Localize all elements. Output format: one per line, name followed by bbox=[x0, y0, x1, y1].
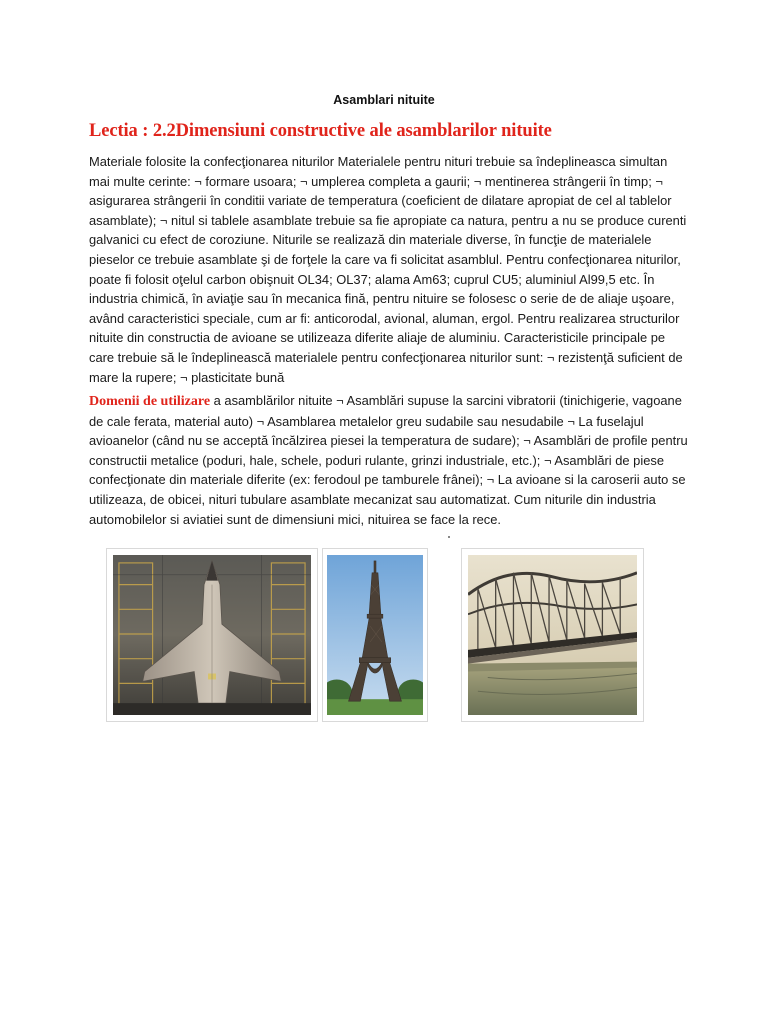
eiffel-tower-photo bbox=[327, 555, 423, 715]
image-gallery bbox=[106, 548, 644, 724]
stray-dot bbox=[448, 536, 450, 538]
space-shuttle-hangar-photo bbox=[113, 555, 311, 715]
usage-heading: Domenii de utilizare bbox=[89, 394, 211, 409]
photo-frame-bridge bbox=[461, 548, 644, 722]
steel-truss-bridge-photo bbox=[468, 555, 637, 715]
photo-frame-shuttle bbox=[106, 548, 318, 722]
usage-text: a asamblărilor nituite ¬ Asamblări supuse la sarcini vibratorii (tinichigerie, vagoane de cale ferata, material auto) ¬ Asamblarea metalelor greu sudabile sau nesudabile ¬ La fuselajul avioanelor (când nu se acceptă încălzirea piesei la temperatura de sudare); ¬ Asamblări de profile pentru constructii metalice (poduri, hale, schele, poduri rulante, grinzi industriale, etc.); ¬ Asamblări de piese confecţionate din materiale diferite (ex: ferodoul pe tamburele frânei); ¬ La avioane si la caroserii auto se utilizeaza, de obicei, nituri tubulare asamblate mecanizat sau automatizat. Cum niturile din industria automobilelor si aviatiei sunt de dimensiuni mici, nituirea se face la rece. bbox=[89, 393, 688, 527]
materials-paragraph: Materiale folosite la confecţionarea niturilor Materialele pentru nituri trebuie sa îndeplineasca simultan mai multe cerinte: ¬ formare usoara; ¬ umplerea completa a gaurii; ¬ mentinerea strângerii în timp; ¬ asigurarea strângerii în conditii variate de temperatura (coeficient de dilatare apropiat de cel al tablelor asamblate); ¬ nitul si tablele asamblate trebuie sa fie apropiate ca natura, pentru a nu se produce curenti galvanici cu efect de coroziune. Niturile se realizază din materiale diverse, în funcţie de materialele pieselor ce trebuie asamblate şi de forţele la care va fi solicitat asamblul. Pentru confecţionarea niturilor, poate fi folosit oţelul carbon obişnuit OL34; OL37; alama Am63; cuprul CU5; aluminiul Al99,5 etc. În industria chimică, în aviaţie sau în mecanica fină, pentru nituire se folosesc o serie de de aliaje uşoare, având caracteristici speciale, cum ar fi: anticorodal, avional, aluman, ergol. Pentru realizarea structurilor nituite din constructia de avioane se utilizeaza diferite aliaje de aluminiu. Caracteristicile principale pe care trebuie să le îndeplinească materialele pentru confecţionarea niturilor sunt: ¬ rezistenţă suficient de mare la rupere; ¬ plasticitate bună bbox=[89, 154, 687, 385]
lesson-title: Lectia : 2.2Dimensiuni constructive ale asamblarilor nituite bbox=[89, 121, 552, 141]
usage-paragraph bbox=[89, 391, 689, 529]
document-header: Asamblari nituite bbox=[333, 93, 435, 107]
photo-frame-eiffel bbox=[322, 548, 428, 722]
